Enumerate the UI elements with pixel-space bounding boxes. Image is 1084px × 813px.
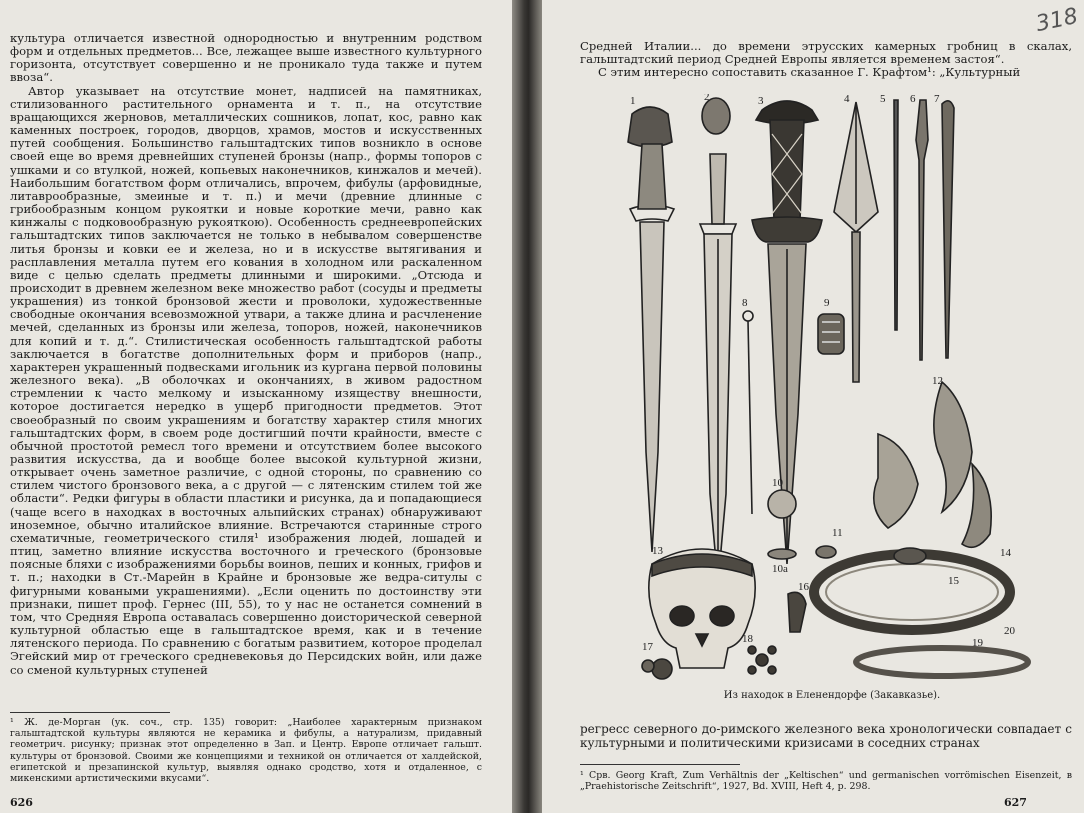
left-paragraph-2: Автор указывает на отсутствие монет, надписей на памятниках, стилизованного растительного орнамента и т. п., на отсутствие вращающихся жерновов, металлических сошников, лопат, кос, равно как каменных построек, городов, дворцов, храмов, мостов и искусственных путей сообщения. Большинство гальштадтских типов возникло в основе своей еще во время древнейших ступеней бронзы (напр., формы топоров с ушками и со втулкой, ножей, копьевых наконечников, кинжалов и мечей). Наибольшим богатством форм отличались, впрочем, фибулы (арфовидные, литаврообразные, змеиные и т. п.) и мечи (древние длинные с грибообразным концом рукоятки и новые короткие мечи, равно как кинжалы с подковообразную рукояткою). Особенность среднеевропейских гальштадтских типов заключается не только в небывалом совершенстве литья бронзы и ковки ее и железа, но и в искусстве вытягивания и расплавления металла путем его кования в холодном или раскаленном виде с целью сделать предметы длинными и широкими. „Отсюда и происходит в древнем железном веке множество работ (сосуды и предметы украшения) из тонкой бронзовой жести и проволоки, художественные свободные окончания всевозможной утвари, а также длина и расчленение мечей, сделанных из бронзы или железа, топоров, ножей, наконечников для копий и т. д.“. Стилистическая особенность гальштадтской работы заключается в богатстве дополнительных форм и приборов (напр., характерен украшенный подвесками игольник из кургана первой половины железного века). „В оболочках и окончаниях, в живом радостном стремлении к часто мелкому и изысканному изяществу внешности, которое достигается нередко в ущерб пригодности предметов. Этот своеобразный по своим украшениям и богатству характер стиля многих гальштадтских форм, в своем роде достигший почти крайности, вместе с обычной простотой ремесл того времени и отсутствием более высокого развития искусства, да и вообще более высокой культурной жизни, открывает очень заметное различие, с одной стороны, по сравнению со стилем чистого бронзового века, а с другой — с лятенским стилем той же области“. Редки фигуры в области пластики и рисунка, да и попадающиеся (чаще всего в находках в восточных альпийских странах) обнаруживают иноземное, обычно италийское влияние. Встречаются старинные строго схематичные, геометрического стиля¹ изображения людей, лошадей и птиц, заметно влияние искусства восточного и греческого (бронзовые поясные бляхи с изображениями борьбы воинов, пеших и конных, грифов и т. п.; находки в Ст.-Марейн в Крайне и бронзовые же ведра-ситулы с фигурными коваными украшениями). „Если оценить по достоинству эти признаки, пишет проф. Гернес (III, 55), то у нас не останется сомнений в том, что Средняя Европа оставалась совершенно доисторической северной культурной областью еще в гальштадтское время, как и в течение лятенского периода. По сравнению с богатым развитием, которое проделал Эгейский мир от греческого средневековья до Персидских войн, или даже со сменой культурных ступеней (10, 83, 482, 677)
fig-label-9: 9 (824, 297, 830, 309)
archaeological-finds-illustration (612, 94, 1052, 682)
book-gutter (512, 0, 542, 813)
fig-label-19: 19 (972, 637, 983, 649)
right-paragraph-2: С этим интересно сопоставить сказанное Г. Крафтом¹: „Культурный (598, 65, 1021, 80)
ornament-18 (756, 654, 768, 666)
right-paragraph-1: Средней Италии... до времени этрусских камерных гробниц в скалах, гальштадтский период Средней Европы является временем застоя“. (580, 39, 1072, 67)
right-page (542, 0, 1084, 813)
left-page (0, 0, 512, 813)
flint-12a (934, 382, 972, 512)
fig-label-8: 8 (742, 297, 748, 309)
lens-10a (768, 549, 796, 559)
ring-8 (743, 311, 753, 321)
fig-label-11: 11 (832, 527, 843, 539)
fig-label-6: 6 (910, 94, 916, 105)
pendant-16 (788, 592, 806, 632)
fig-label-10a: 10a (772, 563, 788, 575)
fig-label-4: 4 (844, 94, 850, 105)
flint-12b (874, 434, 918, 528)
left-page-body (10, 32, 482, 677)
left-page-number: 626 (10, 796, 33, 809)
fig-label-14: 14 (1000, 547, 1011, 559)
pin-5 (894, 100, 898, 330)
right-page-top-text (580, 40, 1072, 79)
pommel-2 (702, 98, 730, 134)
fig-label-17: 17 (642, 641, 653, 653)
fig-label-16: 16 (798, 581, 809, 593)
fig-label-7: 7 (934, 94, 940, 105)
right-page-bottom-text: регресс северного до-римского железного века хронологически совпадает с культурными и политическими кризисами в соседних странах (580, 722, 1072, 750)
dagger-5 (710, 154, 726, 224)
fig-label-12: 12 (932, 375, 943, 387)
bracelet-15 (814, 554, 1010, 630)
footnote-rule (10, 712, 170, 713)
fig-label-10: 10 (772, 477, 783, 489)
fig-label-20: 20 (1004, 625, 1015, 637)
figure-caption: Из находок в Еленендорфе (Закавказье). (723, 690, 941, 701)
fig-label-18: 18 (742, 633, 753, 645)
bead-11 (816, 546, 836, 558)
fig-label-3: 3 (758, 95, 764, 107)
fig-label-2: 2 (704, 94, 710, 103)
disc-10 (768, 490, 796, 518)
right-page-number: 627 (1004, 796, 1027, 809)
ornament-17 (652, 659, 672, 679)
ring-19 (856, 648, 1028, 676)
left-footnote: ¹ Ж. де-Морган (ук. соч., стр. 135) говорит: „Наиболее характерным признаком гальштадтской культуры являются не керамика и фибулы, а натурализм, придавный геометрич. рисунку; признак этот определенно в Зап. и Центр. Европе отличает гальшт. культуры от бронзовой. Своими же концепциями и техникой он отличается от халдейской, египетской и презапинской культур, выявляя однако сродство, хотя и отдаленное, с микенскими артистическими вкусами“. (10, 717, 482, 785)
fig-label-13: 13 (652, 545, 663, 557)
dagger-1 (628, 107, 672, 147)
left-paragraph-1: культура отличается известной однородностью и внутренним родством форм и отдельных предметов... Все, лежащее выше известного культурного горизонта, отсутствует совершенно и не проникало туда также и путем ввоза“. (10, 31, 482, 85)
bead-9 (818, 314, 844, 354)
pin-6 (916, 100, 928, 360)
page-stamp: 318 (1033, 3, 1081, 38)
right-footnote: ¹ Срв. Georg Kraft, Zum Verhältnis der „Keltischen“ und germanischen vorrömischen Eisenzeit, в „Praehistorische Zeitschrift“, 1927, Bd. XVIII, Heft 4, p. 298. (580, 770, 1072, 793)
pin-7 (942, 101, 954, 358)
right-footnote-rule (580, 764, 740, 765)
fig-label-5: 5 (880, 94, 886, 105)
fig-label-15: 15 (948, 575, 959, 587)
fig-label-1: 1 (630, 95, 636, 107)
